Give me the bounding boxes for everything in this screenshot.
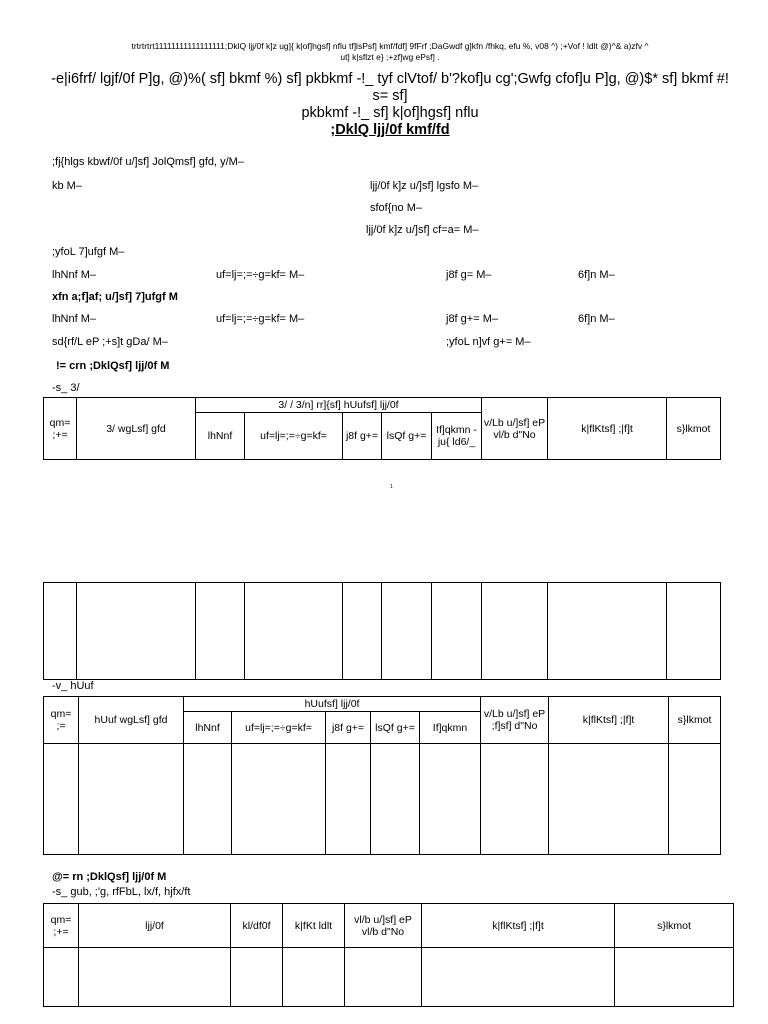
field-tole-2: 6f]n M–: [578, 313, 615, 325]
header-line-1: trtrtrtrt11111111111111111;DklQ ljj/0f k]z ug]{ k|of]hgsf] nflu tf]lsPsf] kmf/fdf] 9fFrf ;DaGwdf g]kfn /fhkq, efu %, v08 ^) ;+Vof ! ldlt @)^& a)zfv ^: [131, 41, 649, 51]
section-2a-label: -s_ gub, ;'g, rfFbL, lx/f, hjfx/ft: [52, 886, 191, 898]
section-1-heading: != crn ;DklQsf] ljj/0f M: [56, 360, 170, 372]
col-remarks: s}lkmot: [669, 697, 721, 744]
col-price: k|fKt ldlt: [283, 904, 345, 948]
field-official-name: ;fj{hlgs kbwf/0f u/]sf] JolQmsf] gfd, y/M–: [52, 156, 244, 168]
field-vdc-1: uf=lj=;=÷g=kf= M–: [216, 269, 305, 281]
table-row: [44, 948, 734, 1007]
field-employee-code: sd{rf/L eP ;+s]t gDa/ M–: [52, 336, 168, 348]
col-remarks: s}lkmot: [615, 904, 734, 948]
header-line-3: -e|i6frf/ lgjf/0f P]g, @)%( sf] bkmf %) sf] pkbkmf -!_ tyf clVtof/ b'?kof]u cg';Gwfg cfof]u P]g, @)$* sf] bkmf #!: [51, 71, 729, 87]
field-vdc-2: uf=lj=;=÷g=kf= M–: [216, 313, 305, 325]
table-row: [44, 583, 721, 680]
col-serial: qm= ;+=: [44, 904, 79, 948]
col-serial: qm= ;+=: [44, 398, 77, 460]
col-group-house-land: 3/ / 3/n] rr]{sf] hUufsf] ljj/0f: [196, 398, 482, 413]
house-table-header: [43, 397, 721, 460]
field-temporary-address: xfn a;f]af; u/]sf] 7]ufgf M: [52, 291, 178, 303]
page-number: 1: [390, 484, 393, 490]
col-district: lhNnf: [184, 712, 232, 744]
col-ward: j8f g+=: [343, 413, 382, 460]
field-district-1: lhNnf M–: [52, 269, 97, 281]
form-title: ;DklQ ljj/0f kmf/fd: [330, 122, 450, 138]
table-row: [44, 744, 721, 855]
field-service-type: ljj/0f k]z u/]sf] lgsfo M–: [370, 180, 479, 192]
col-serial: qm= ;=: [44, 697, 79, 744]
col-plot: lsQf g+=: [371, 712, 420, 744]
field-submit-date: ljj/0f k]z u/]sf] cf=a= M–: [366, 224, 479, 236]
field-tole-1: 6f]n M–: [578, 269, 615, 281]
col-quantity: kl/df0f: [231, 904, 283, 948]
col-group-land: hUufsf] ljj/0f: [184, 697, 481, 712]
field-post: kb M–: [52, 180, 82, 192]
col-purchase-price: v/Lb u/]sf] eP ;f]sf] d"No: [481, 697, 549, 744]
col-purchase-price: v/Lb u/]sf] eP vl/b d"No: [482, 398, 548, 460]
field-ward-1: j8f g= M–: [446, 269, 492, 281]
field-district-2: lhNnf M–: [52, 313, 97, 325]
field-account-number: ;yfoL n]vf g+= M–: [446, 336, 531, 348]
header-line-2: ut] k|sflzt e} ;+zf]wg ePsf] .: [340, 52, 440, 62]
col-source: k|flKtsf] ;|f]t: [422, 904, 615, 948]
col-remarks: s}lkmot: [667, 398, 721, 460]
field-ward-2: j8f g+= M–: [446, 313, 498, 325]
col-vdc: uf=lj=;=÷g=kf=: [245, 413, 343, 460]
header-line-5: pkbkmf -!_ sf] k|of]hgsf] nflu: [301, 105, 479, 121]
col-vdc: uf=lj=;=÷g=kf=: [232, 712, 326, 744]
section-1a-label: -s_ 3/: [52, 382, 80, 394]
col-ward: j8f g+=: [326, 712, 371, 744]
col-owner-name: 3/ wgLsf] gfd: [77, 398, 196, 460]
section-2-heading: @= rn ;DklQsf] ljj/0f M: [52, 871, 167, 883]
col-purchase-price: vl/b u/]sf] eP vl/b d"No: [345, 904, 422, 948]
field-permanent-address: ;yfoL 7]ufgf M–: [52, 246, 125, 258]
col-owner-name: hUuf wgLsf] gfd: [79, 697, 184, 744]
col-plot: lsQf g+=: [382, 413, 432, 460]
land-table: [43, 696, 721, 855]
house-table-body: [43, 582, 721, 680]
col-district: lhNnf: [196, 413, 245, 460]
col-area: If]qkmn: [420, 712, 481, 744]
section-1b-label: -v_ hUuf: [52, 680, 94, 692]
col-source: k|flKtsf] ;|f]t: [548, 398, 667, 460]
col-detail: ljj/0f: [79, 904, 231, 948]
col-area: If]qkmn -ju{ ld6/_: [432, 413, 482, 460]
valuables-table: [43, 903, 734, 1007]
col-source: k|flKtsf] ;|f]t: [549, 697, 669, 744]
header-line-4: s= sf]: [372, 88, 408, 104]
field-office-address: sfof{no M–: [370, 202, 422, 214]
